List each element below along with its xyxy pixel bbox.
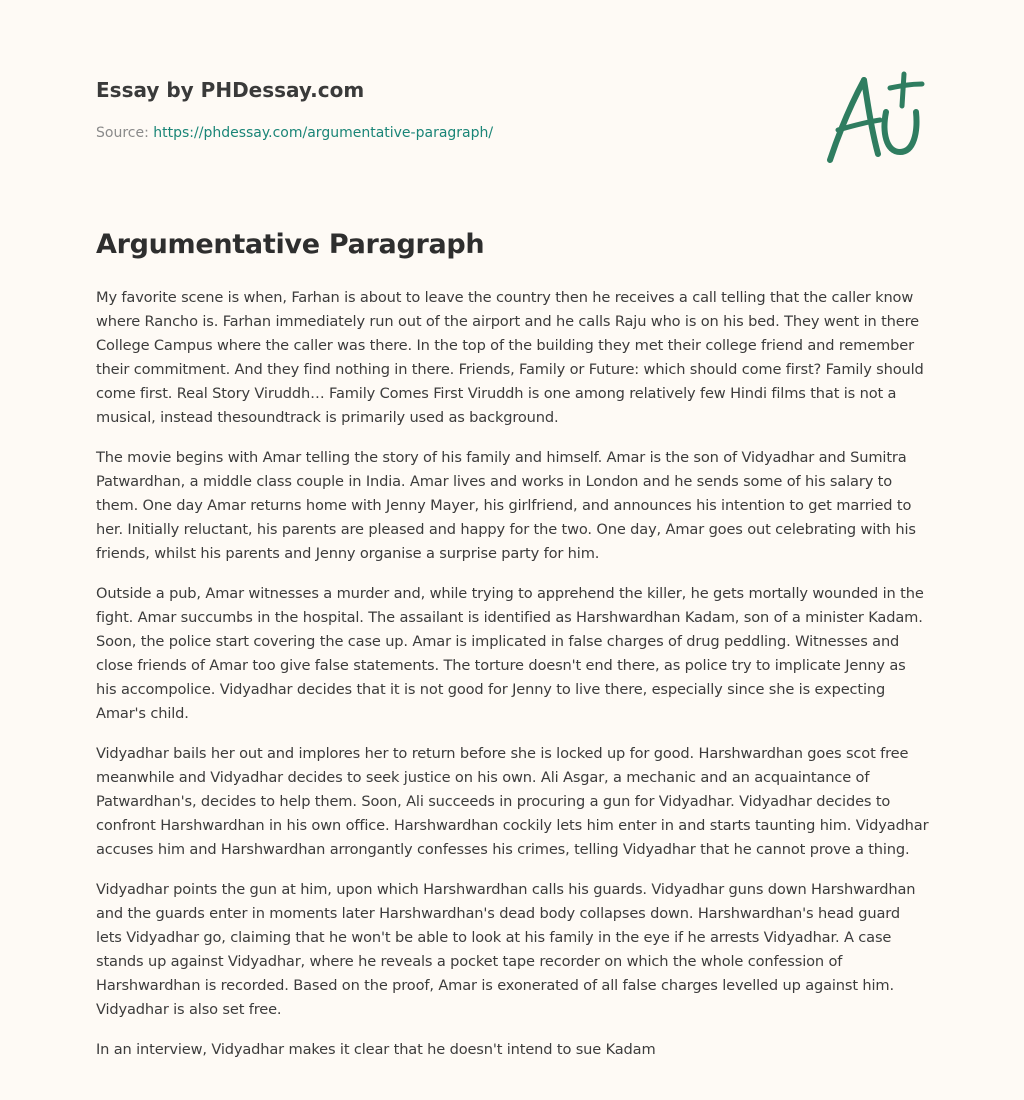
document-header (96, 76, 796, 143)
a-plus-logo-icon (818, 66, 928, 166)
essay-paragraph: My favorite scene is when, Farhan is about to leave the country then he receives a call telling that the caller know where Rancho is. Farhan immediately run out of the airport and he calls Raju who is on his bed. They went in there College Campus where the caller was there. In the top of the building they met their college friend and remember their commitment. And they find nothing in there. Friends, Family or Future: which should come first? Family should come first. Real Story Viruddh… Family Comes First Viruddh is one among relatively few Hindi films that is not a musical, instead thesoundtrack is primarily used as background. (96, 289, 924, 426)
source-link[interactable]: https://phdessay.com/argumentative-paragraph/ (153, 125, 494, 141)
source-line (96, 123, 796, 143)
essay-body (96, 286, 930, 1078)
essay-title: Argumentative Paragraph (96, 229, 485, 260)
essay-paragraph: Vidyadhar points the gun at him, upon which Harshwardhan calls his guards. Vidyadhar guns down Harshwardhan and the guards enter in moments later Harshwardhan's dead body collapses down. Harshwardhan's head guard lets Vidyadhar go, claiming that he won't be able to look at his family in the eye if he arrests Vidyadhar. A case stands up against Vidyadhar, where he reveals a pocket tape recorder on which the whole confession of Harshwardhan is recorded. Based on the proof, Amar is exonerated of all false charges levelled up against him. Vidyadhar is also set free. (96, 881, 916, 1018)
essay-paragraph: The movie begins with Amar telling the story of his family and himself. Amar is the son of Vidyadhar and Sumitra Patwardhan, a middle class couple in India. Amar lives and works in London and he sends some of his salary to them. One day Amar returns home with Jenny Mayer, his girlfriend, and announces his intention to get married to her. Initially reluctant, his parents are pleased and happy for the two. One day, Amar goes out celebrating with his friends, whilst his parents and Jenny organise a surprise party for him. (96, 449, 916, 562)
essay-paragraph: Outside a pub, Amar witnesses a murder and, while trying to apprehend the killer, he gets mortally wounded in the fight. Amar succumbs in the hospital. The assailant is identified as Harshwardhan Kadam, son of a minister Kadam. Soon, the police start covering the case up. Amar is implicated in false charges of drug peddling. Witnesses and close friends of Amar too give false statements. The torture doesn't end there, as police try to implicate Jenny as his accompolice. Vidyadhar decides that it is not good for Jenny to live there, especially since she is expecting Amar's child. (96, 585, 924, 722)
source-label: Source: (96, 125, 154, 141)
site-title: Essay by PHDessay.com (96, 78, 365, 102)
essay-paragraph: Vidyadhar bails her out and implores her to return before she is locked up for good. Harshwardhan goes scot free meanwhile and Vidyadhar decides to seek justice on his own. Ali Asgar, a mechanic and an acquaintance of Patwardhan's, decides to help them. Soon, Ali succeeds in procuring a gun for Vidyadhar. Vidyadhar decides to confront Harshwardhan in his own office. Harshwardhan cockily lets him enter in and starts taunting him. Vidyadhar accuses him and Harshwardhan arrongantly confesses his crimes, telling Vidyadhar that he cannot prove a thing. (96, 745, 929, 858)
essay-paragraph: In an interview, Vidyadhar makes it clear that he doesn't intend to sue Kadam (96, 1041, 656, 1058)
